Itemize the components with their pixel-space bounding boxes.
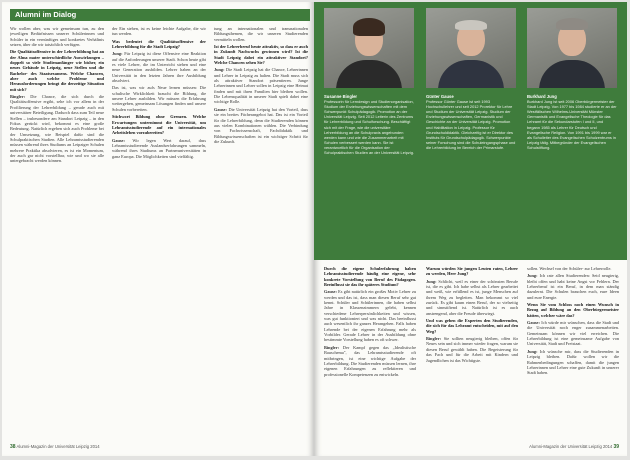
- portrait-bingler: [324, 8, 414, 88]
- speaker-name: Bingler:: [10, 94, 26, 100]
- page-number-left: 38: [10, 444, 16, 450]
- speaker-name: Gause:: [527, 320, 540, 326]
- bio-text: Professor Günter Gause ist seit 1993 Hochschullehrer und seit 2012 Prorektor für Lehre und Studium der Universität Leipzig. Studium der Erziehungswissenschaften, Germanistik und Geschichte an der Universität Leipzig. Promotion und Habilitation in Leipzig. Professor für Grundschuldidaktik. Gleichzeitig ist er Direktor des Instituts für Grundschulpädagogik. Schwerpunkte seiner Forschung sind die Schuleingangsphase und die Lehrerbildung im Bereich der Primarstufe.: [426, 99, 516, 150]
- bio-gause: [426, 94, 516, 150]
- interview-question: Die Qualitätsoffensive in der Lehrerbildung hat an der Alma mater unterschiedliche Auswirkungen – doppelt so viele Studienanfänger wie bisher, ein neues Gebäude in Leipzig, neue Stellen und die Bachelor- des Staatsexamens. Welche Chancen, aber auch welche Probleme und Herausforderungen bringt die derzeitige Situation mit sich?: [10, 49, 104, 92]
- answer-text: Ich wünsche mir, dass die Studierenden in Leipzig bleiben. Dafür wollen wir die Rahmenbedingungen schaffen, damit die jungen Lehrerinnen und Lehrer eine gute Zukunft in unserer Stadt haben.: [527, 348, 619, 376]
- body-paragraph: der Ein stehen, ist es keine leichte Aufgabe, die wir tun werden.: [112, 26, 206, 37]
- banner-title: Alumni im Dialog: [15, 10, 77, 19]
- bio-name: Susanne Bingler: [324, 94, 358, 99]
- interview-question: Stichwort Bildung ohne Grenzen. Welche Erwartungen unternimmt die Universität, um Lehramtsstudierende auf ein internationales Arbeitsleben vorzubereiten?: [112, 114, 206, 136]
- interview-answer: [426, 336, 518, 363]
- bio-text: Burkhard Jung ist seit 2006 Oberbürgermeister der Stadt Leipzig. Von 1977 bis 1984 studierte er an der Westfälischen Wilhelms-Universität Münster Germanistik und Evangelische Theologie für das Lehramt für die Sekundarstufen I und II, und begann 1985 als Lehrer für Deutsch und Evangelische Religion. Von 1991 bis 1999 war er als Schulleiter des Evangelischen Schulzentrums in Leipzig tätig. Mitbegründer der Evangelischen Schulstiftung.: [527, 99, 617, 150]
- speaker-name: Jung:: [214, 67, 225, 73]
- interview-question: Und was geben die Experten den Studierenden, die sich für das Lehramt entscheiden, mit auf den Weg?: [426, 318, 518, 334]
- interview-question: Ist der Lehrerberuf heute attraktiv, so dass er auch in Zukunft Nachwuchs gewinnen wird? Ist die Stadt Leipzig dabei ein attraktiver Standort? Welche Chancen sehen Sie?: [214, 44, 308, 66]
- left-column-3: [214, 26, 308, 426]
- answer-text: Sie sollten neugierig bleiben, offen für Neues sein und sich immer wieder fragen, warum sie diesen Beruf gewählt haben. Die Begeisterung für das Fach und für die Arbeit mit Kindern und Jugendlichen ist das Wichtigste.: [426, 336, 518, 363]
- speaker-name: Jung:: [527, 348, 538, 354]
- section-banner: [10, 9, 310, 21]
- speaker-name: Jung:: [527, 273, 538, 279]
- interview-question: Warum würden Sie jungen Leuten raten, Lehrer zu werden, Herr Jung?: [426, 266, 518, 277]
- interview-question: Was bedeutet die Qualitätsoffensive der Lehrerbildung für die Stadt Leipzig?: [112, 38, 206, 50]
- left-footer: [10, 444, 100, 450]
- bio-text: Professorin für Lerndesign und Studienorganisation, Studium der Erziehungswissenschaften mit dem Schwerpunkt Schulpädagogik. Promotion an der Universität Leipzig. Seit 2012 Leiterin des Zentrums für Lehrerbildung und Schulforschung. Beschäftigt sich mit der Frage, wie die universitäre Lehrerbildung an die Schulpraxis angebunden werden kann und wie die Zusammenarbeit mit Schulen verbessert werden kann. Sie ist verantwortlich für die Organisation der Schulpraktischen Studien an der Universität Leipzig.: [324, 99, 414, 156]
- interview-question: Durch die eigene Schulerfahrung haben Lehramtsstudierende häufig eine eigene, sehr konkrete Vorstellung von Beruf des Pädagogen. Beeinflusst sie das ihr späteres Studium?: [324, 266, 416, 288]
- bio-name: Burkhard Jung: [527, 94, 557, 99]
- body-paragraph: tung an internationalen und transnationalen Bildungsthemen, die wir unseren Studierenden vermitteln wollen.: [214, 26, 308, 42]
- right-page: [314, 2, 627, 456]
- right-column-3: [527, 266, 619, 434]
- answer-text: Die Stadt Leipzig hat die Chance, Lehrerinnen und Lehrer in Leipzig zu halten. Die Stadt muss sich als attraktiver Standort präsentieren. Junge Lehrerinnen und Lehrer sollen in Leipzig eine Heimat finden und mit ihren Familien hier bleiben wollen. Die Lebensqualität in unserer Stadt spielt dabei eine wichtige Rolle.: [214, 67, 308, 105]
- speaker-name: Bingler:: [324, 344, 340, 350]
- interview-answer: [112, 51, 206, 83]
- portrait-gause: [426, 8, 516, 88]
- interview-answer: [324, 289, 416, 342]
- speaker-name: Bingler:: [426, 336, 442, 342]
- answer-text: Die Chance, die sich durch die Qualitätsoffensive ergibt, sehe ich vor allem in der Profilierung der Lehrerbildung – gerade auch mit universitärer Beteiligung. Dadurch dass zum Teil neue Stellen – insbesondere am Standort Leipzig – in den Fokus gerückt wird, bekommt es eine große Bedeutung. Natürlich ergeben sich auch Probleme bei der Umsetzung, wie Beispiel dafür sind die Schulpraktischen Studien. Alle Lehramtsstudierenden müssen während ihres Studiums an Leipziger Schulen mehrere Praktika absolvieren, es ist ein Momentum, der auch gar nicht vorstellbar, wie und wo sie alle untergebracht werden können.: [10, 94, 104, 164]
- answer-text: Ich rate allen Studierenden: Seid neugierig, bleibt offen und habt keine Angst vor Fehlern. Der Lehrerberuf ist ein Beruf, in dem man ständig dazulernt. Die Schulen brauchen euch, eure Ideen und eure Energie.: [527, 273, 619, 300]
- answer-text: Wir legen Wert darauf, dass Lehramtsstudierende Auslandserfahrungen sammeln, während ihres Studiums an Partneruniversitäten in ganz Europa. Die Möglichkeiten sind vielfältig.: [112, 137, 206, 159]
- bio-name: Günter Gause: [426, 94, 454, 99]
- interview-answer: [324, 345, 416, 377]
- speaker-name: Jung:: [112, 51, 123, 57]
- interview-answer: [214, 107, 308, 144]
- answer-text: Es gibt natürlich ein großes Motiv Lehrer zu werden und das ist, dass man diesen Beruf sehr gut kennt. Schüler und Schülerinnen, die haben selbst Jahre in Klassenzimmern gelebt, kennen verschiedene Lehrerpersönlichkeiten und wissen, was gut funktioniert und was nicht. Das beeinflusst auch wesentlich ihr ganzes Herangehen. Falls haben Lehrende bei der eigenen Erfahrung mehr als Vorbilder. Gerade Lehrer in der Ausbildung ohne bestimmte Vorstellung haben es oft schwer.: [324, 289, 416, 343]
- bio-bingler: [324, 94, 414, 155]
- speaker-name: Jung:: [426, 278, 437, 284]
- right-footer: [529, 444, 619, 450]
- right-column-2: [426, 266, 518, 434]
- body-paragraph: sollen. Wechsel von der Schüler- zur Lehrerrolle.: [527, 266, 612, 271]
- answer-text: Für Leipzig ist diese Offensive eine Reaktion auf die Anforderungen unserer Stadt. Schon heute gibt es viele Lehrer, die im Unterricht stehen und eine neue Generation ausbilden. Lehrer haben an der Universität in den letzten Jahren ihre Ausbildung absolviert.: [112, 51, 206, 84]
- footer-text-left: Alumni-Magazin der Universität Leipzig 2014: [16, 444, 100, 449]
- speaker-name: Gause:: [214, 106, 227, 112]
- speaker-name: Gause:: [324, 289, 337, 295]
- profile-panel: [314, 2, 627, 260]
- speaker-name: Gause:: [112, 137, 125, 143]
- page-number-right: 39: [613, 444, 619, 450]
- left-page: [2, 2, 314, 456]
- bio-jung: [527, 94, 617, 150]
- interview-answer: [214, 67, 308, 104]
- interview-answer: [527, 349, 619, 376]
- answer-text: Ich würde mir wünschen, dass die Stadt und die Universität noch enger zusammenarbeiten. Gemeinsam können wir viel erreichen. Die Lehrerbildung ist eine gemeinsame Aufgabe von Universität, Stadt und Freistaat.: [527, 320, 619, 347]
- interview-answer: [426, 279, 518, 316]
- answer-text: Die Universität Leipzig hat den Vorteil, dass sie ein breites Fächerangebot hat. Das ist ein Vorteil für die Lehrerbildung, denn die Studierenden können aus vielen Kombinationen wählen. Die Verbindung von Fachwissenschaft, Fachdidaktik und Bildungswissenschaften ist ein wichtiger Schritt für die Zukunft.: [214, 106, 308, 144]
- body-paragraph: Das ist, was wir aufs Neue lernen müssen: Die schulische Wirklichkeit braucht die Bildung, die unsere Lehrer ausbilden. Wir müssen die Erfahrung weitergeben, gemeinsam Lösungen finden und unsere Schulen vorbereiten.: [112, 85, 206, 112]
- answer-text: Der Kampf gegen das „Idealistische Bauschema", das Lehramtsstudierende oft mitbringen, ist eine wichtige Aufgabe der Lehrerbildung. Die Studierenden müssen lernen, ihre eigenen Erfahrungen zu reflektieren und professionelle Kompetenzen zu entwickeln.: [324, 344, 416, 377]
- right-column-1: [324, 266, 416, 434]
- left-column-2: [112, 26, 206, 426]
- interview-answer: [527, 273, 619, 300]
- footer-text-right: Alumni-Magazin der Universität Leipzig 2014: [529, 444, 613, 449]
- left-column-1: [10, 26, 104, 426]
- answer-text: Schlicht, weil es einer der schönsten Berufe ist, die es gibt. Ich habe selbst als Lehrer gearbeitet und weiß, wie erfüllend es ist, junge Menschen auf ihrem Weg zu begleiten. Man bekommt so viel zurück. Es gibt kaum einen Beruf, der so vielseitig und sinnstiftend ist. Natürlich ist es auch anstrengend, aber die Freude überwiegt.: [426, 278, 518, 316]
- interview-answer: [10, 94, 104, 163]
- body-paragraph: Wir wollen aber, was wir gemeinsam tun, zu den jeweiligen Bedürfnissen unserer Schülerinnen und Schüler in ein vernünftiges und konkretes Verhältnis setzen, über die wir tatsächlich verfügen.: [10, 26, 104, 48]
- interview-answer: [112, 138, 206, 159]
- interview-question: Wenn Sie vom Schloss noch einen Wunsch in Bezug auf Bildung an den Oberbürgermeister hätten, welcher wäre das?: [527, 302, 619, 318]
- portrait-jung: [527, 8, 617, 88]
- interview-answer: [527, 320, 619, 347]
